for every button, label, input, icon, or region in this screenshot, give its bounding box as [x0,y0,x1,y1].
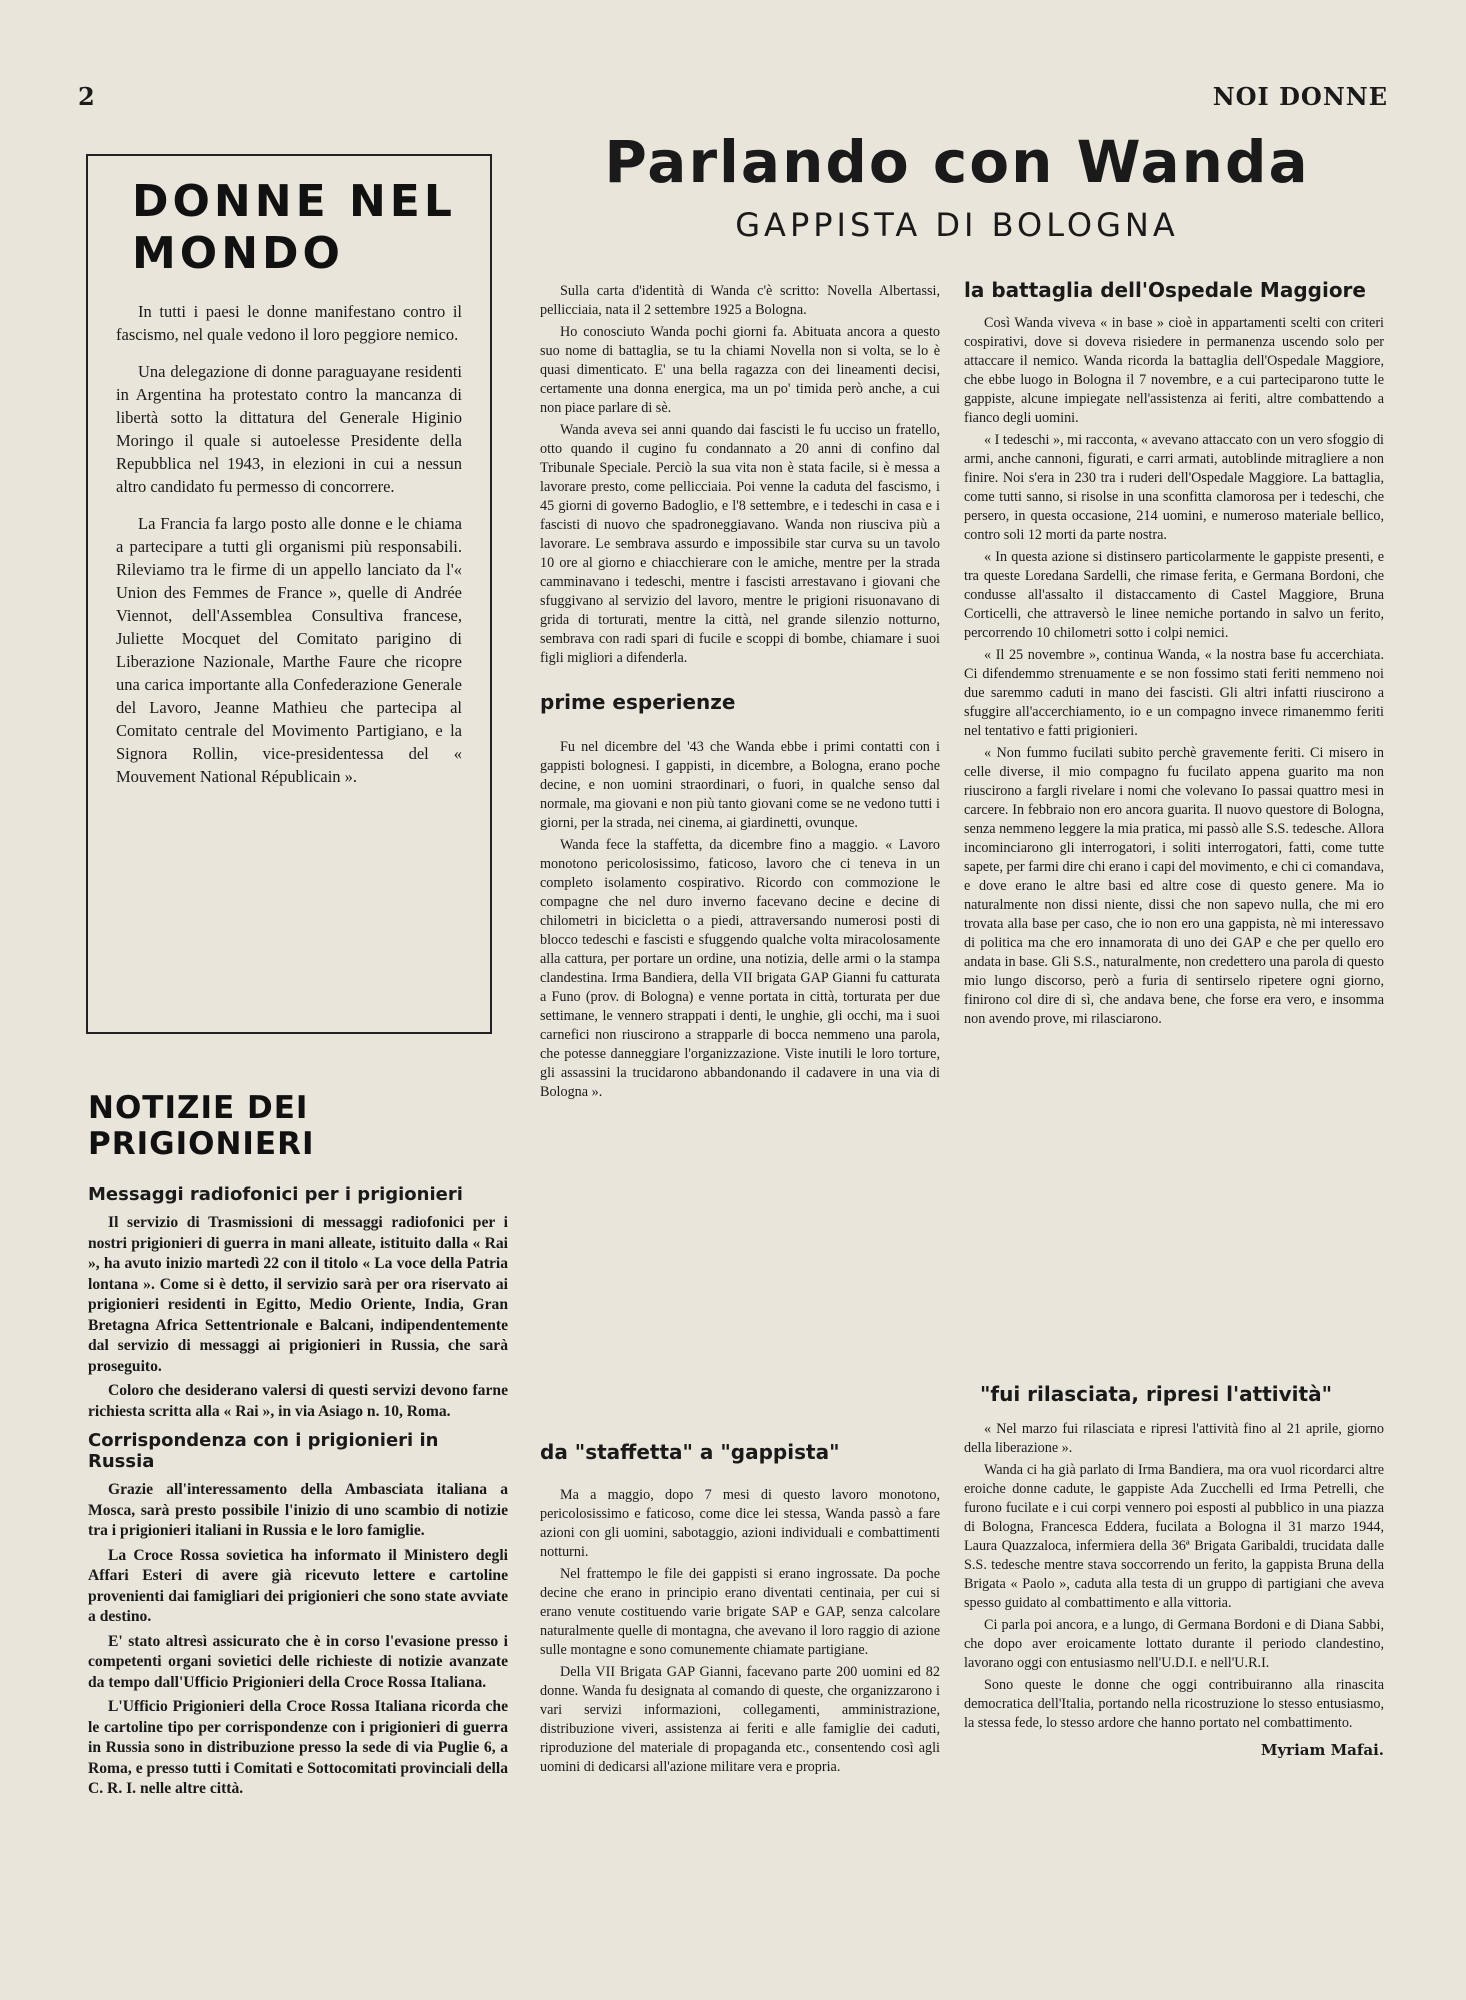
article-paragraph: « Non fummo fucilati subito perchè gravemente feriti. Ci misero in celle diverse, il mio compagno fu fucilato appena guarito ma non riuscirono a fargli rivelare i nomi che volevano Io passai quattro mesi in carcere. In febbraio non ero ancora guarita. Il nuovo questore di Bologna, senza nemmeno leggere la mia pratica, mi passò alle S.S. tedesche. Allora incominciarono gli interrogatori, i soliti interrogatori, fatti, come tutte sapete, per farmi dire chi erano i capi del movimento, e chi ci comandava, e dove erano le altre basi ed altre cose di questo genere. Ma io naturalmente non dissi niente, dissi che non sapevo nulla, che mi ero trovata alla base per caso, che io non ero una gappista, nè mi interessavo di politica ma che ero innamorata di uno dei GAP e che per quello ero andata in base. Gli S.S., naturalmente, non credettero una parola di questo mio lungo discorso, però a furia di sentirselo ripetere ogni giorno, finirono col dire di sì, che andava bene, che forse era vero, e insomma non avendo prove, mi rilasciarono. [964,745,1384,1027]
page-number: 2 [78,82,95,111]
rilasciata-heading: "fui rilasciata, ripresi l'attività" [980,1382,1332,1406]
article-column-right [964,278,1384,1032]
article-subtitle: GAPPISTA DI BOLOGNA [735,206,1179,244]
masthead: NOI DONNE [1212,82,1388,111]
article-paragraph: Nel frattempo le file dei gappisti si erano ingrossate. Da poche decine che erano in principio erano diventati centinaia, per cui si erano venute costituendo varie brigate SAP e GAP, senza calcolare naturalmente quelle di montagna, che avevano il loro raggio di azione sulle montagne e sono comunemente chiamate partigiane. [540,1566,940,1658]
article-paragraph: Sono queste le donne che oggi contribuiranno alla rinascita democratica dell'Italia, portando nella ricostruzione lo stesso entusiasmo, la stessa fede, lo stesso ardore che hanno portato nel combattimento. [964,1677,1384,1731]
article-column-right-lower [964,1420,1384,1759]
sidebar-paragraph: La Francia fa largo posto alle donne e le chiama a partecipare a tutti gli organismi più responsabili. Rileviamo tra le firme di un appello lanciato da l'« Union des Femmes de France », quelle di Andrée Viennot, dell'Assemblea Consultiva francese, Juliette Mocquet del Comitato parigino di Liberazione Nazionale, Marthe Faure che ricopre una carica importante alla Confederazione Generale del Lavoro, Jeanne Mathieu che partecipa al Comitato centrale del Movimento Partigiano, e la Signora Rollin, vice-presidentessa del « Mouvement National Républicain ». [116,514,462,786]
article-paragraph: Sulla carta d'identità di Wanda c'è scritto: Novella Albertassi, pellicciaia, nata il 2 settembre 1925 a Bologna. [540,283,940,318]
prime-esperienze-heading: prime esperienze [540,690,736,714]
article-column-middle-lower [540,1486,940,1780]
article-paragraph: Wanda aveva sei anni quando dai fascisti le fu ucciso un fratello, otto quando il cugino fu condannato a 20 anni di confino dal Tribunale Speciale. Perciò la sua vita non è stata facile, si è messa a lavorare presto, come pellicciaia. Poi venne la caduta del fascismo, i 45 giorni di governo Badoglio, e l'8 settembre, e i tedeschi in casa e i fascisti di nuovo che spadroneggiavano. Wanda non riusciva più a lavorare. Le sembrava assurdo e impossibile star curva su un tavolo 10 ore al giorno e chiacchierare con le amiche, mentre per la strada camminavano i tedeschi, mentre i fascisti arrestavano i giovani che sfuggivano al servizio del lavoro, mentre le prigioni risuonavano di grida di torturati, mentre la città, nel grande silenzio notturno, sembrava con radi spari di fucile e scoppi di bombe, chiamare i suoi figli migliori a difenderla. [540,422,940,666]
rilasciata-heading-wrap [980,1382,1380,1406]
staffetta-heading-wrap [540,1440,940,1464]
article-paragraph: Ma a maggio, dopo 7 mesi di questo lavoro monotono, pericolosissimo e faticoso, come dice lei stessa, Wanda passò a fare azioni con gli uomini, sabotaggio, azioni individuali e combattimenti notturni. [540,1487,940,1560]
article-paragraph: Ho conosciuto Wanda pochi giorni fa. Abituata ancora a questo suo nome di battaglia, se tu la chiami Novella non si volta, se lo è quasi dimenticato. E' una bella ragazza con dei lineamenti decisi, certamente una donna energica, ma un po' timida però anche, a cui non piace parlare di sè. [540,324,940,416]
article-paragraph: « Nel marzo fui rilasciata e ripresi l'attività fino al 21 aprile, giorno della liberazione ». [964,1421,1384,1456]
russia-correspondence-heading: Corrispondenza con i prigionieri in Russia [88,1430,439,1472]
article-paragraph: Wanda ci ha già parlato di Irma Bandiera, ma ora vuol ricordarci altre eroiche donne cadute, le gappiste Ada Zucchelli ed Irma Petrelli, che furono fucilate e i cui corpi vennero poi esposti al pubblico in una piazza di Bologna, Francesca Eddera, fucilata a Bologna il 31 marzo 1944, Laura Quazzaloca, infermiera della 36ª Brigata Garibaldi, trucidata dalle S.S. tedesche mentre stava soccorrendo un ferito, la gappista Bruna della Brigata « Paolo », caduta alla testa di un gruppo di partigiani che aveva spesso guidato al combattimento e alla vittoria. [964,1462,1384,1611]
donne-nel-mondo-title: DONNE NEL MONDO [132,176,456,279]
sidebar-paragraph: Una delegazione di donne paraguayane residenti in Argentina ha protestato contro la mancanza di libertà sotto la dittatura del Generale Higinio Moringo il quale si autoelesse Presidente della Repubblica nel 1943, in elezioni in cui a nessun altro candidato fu permesso di concorrere. [116,362,462,496]
prisoners-paragraph: E' stato altresì assicurato che è in corso l'evasione presso i competenti organi sovietici delle richieste di notizie avanzate da tempo dall'Ufficio Prigionieri della Croce Rossa Italiana. [88,1632,508,1691]
prisoners-paragraph: Il servizio di Trasmissioni di messaggi radiofonici per i nostri prigionieri di guerra in mani alleate, istituito dalla « Rai », ha avuto inizio martedì 22 con il titolo « La voce della Patria lontana ». Come si è detto, il servizio sarà per ora riservato ai prigionieri residenti in Egitto, Medio Oriente, India, Gran Bretagna Africa Settentrionale e Balcani, indipendentemente dal servizio di messaggi ai prigionieri in Russia, che sarà proseguito. [88,1214,508,1375]
article-paragraph: Ci parla poi ancora, e a lungo, di Germana Bordoni e di Diana Sabbi, che dopo aver eroicamente lottato durante il periodo clandestino, lavorano oggi con entusiasmo nell'U.D.I. e nell'U.R.I. [964,1617,1384,1671]
article-title: Parlando con Wanda [604,128,1310,196]
staffetta-heading: da "staffetta" a "gappista" [540,1440,840,1464]
battaglia-heading: la battaglia dell'Ospedale Maggiore [964,278,1366,302]
prisoners-paragraph: Grazie all'interessamento della Ambasciata italiana a Mosca, sarà presto possibile l'inizio di uno scambio di notizie tra i prigionieri italiani in Russia e le loro famiglie. [88,1481,508,1539]
prisoners-title: NOTIZIE DEI PRIGIONIERI [88,1090,315,1162]
article-paragraph: « In questa azione si distinsero particolarmente le gappiste presenti, e tra queste Loredana Sardelli, che rimase ferita, e Germana Bordoni, che condusse all'assalto il distaccamento di Castel Maggiore, Bruna Corticelli, che attraversò le linee nemiche portando in salvo un ferito, percorrendo 10 chilometri sotto i colpi nemici. [964,549,1384,641]
article-paragraph: Della VII Brigata GAP Gianni, facevano parte 200 uomini ed 82 donne. Wanda fu designata al comando di queste, che organizzarono i vari servizi informazioni, collegamenti, amministrazione, distribuzione viveri, assistenza ai feriti e alle famiglie dei caduti, riproduzione del materiale di propaganda etc., consentendo così agli uomini di dedicarsi all'azione militare vera e propria. [540,1664,940,1775]
article-paragraph: Così Wanda viveva « in base » cioè in appartamenti scelti con criteri cospirativi, dove si doveva risiedere in permanenza uscendo solo per attaccare il nemico. Wanda ricorda la battaglia dell'Ospedale Maggiore, che ebbe luogo in Bologna il 7 novembre, e a cui parteciparono tutte le gappiste, alcune impiegate nell'assistenza ai feriti, altre combattendo a fianco degli uomini. [964,315,1384,426]
prisoners-paragraph: La Croce Rossa sovietica ha informato il Ministero degli Affari Esteri di avere già ricevuto lettere e cartoline provenienti dai famigliari dei prigionieri che sono state avviate a destino. [88,1546,508,1625]
article-paragraph: « I tedeschi », mi racconta, « avevano attaccato con un vero sfoggio di armi, anche cannoni, figurati, e carri armati, autoblinde mitragliere a non finire. Noi s'era in 230 tra i ruderi dell'Ospedale Maggiore. La battaglia, come tutti sanno, si risolse in una sconfitta clamorosa per i tedeschi, che persero, in questa occasione, 214 uomini, e numeroso materiale bellico, contro soli 12 morti da parte nostra. [964,432,1384,543]
prisoners-paragraph: L'Ufficio Prigionieri della Croce Rossa Italiana ricorda che le cartoline tipo per corrispondenze con i prigionieri di guerra in Russia sono in distribuzione presso la sede di via Puglie 6, a Roma, e presso tutti i Comitati e Sottocomitati provinciali della C. R. I. nelle altre città. [88,1698,508,1797]
author-signature: Myriam Mafai. [1260,1741,1384,1759]
article-paragraph: « Il 25 novembre », continua Wanda, « la nostra base fu accerchiata. Ci difendemmo strenuamente e se non fossimo stati feriti nemmeno noi due saremmo caduti in mano dei fascisti. Gli altri infatti riuscirono a sfuggire all'accerchiamento, io e un compagno invece rimanemmo feriti nel tentativo e fatti prigionieri. [964,647,1384,739]
article-column-middle [540,282,940,1105]
article-paragraph: Fu nel dicembre del '43 che Wanda ebbe i primi contatti con i gappisti bolognesi. I gappisti, in dicembre, a Bologna, erano poche decine, e non uomini straordinari, o fuori, in qualche senso dal normale, ma giovani e non più tanto giovani come se ne vedono tutti i giorni, per la strada, nei cinema, ai giardinetti, ovunque. [540,739,940,831]
donne-nel-mondo-box [86,154,492,1034]
article-paragraph: Wanda fece la staffetta, da dicembre fino a maggio. « Lavoro monotono pericolosissimo, faticoso, lavoro che ci teneva in un completo isolamento cospirativo. Ricordo con commozione le compagne che nel duro inverno facevano decine e decine di chilometri in bicicletta o a piedi, attraversando numerosi posti di blocco tedeschi e fascisti e sfuggendo qualche volta miracolosamente alla cattura, per portare un ordine, una notizia, delle armi o la stampa clandestina. Irma Bandiera, della VII brigata GAP Gianni fu catturata a Funo (prov. di Bologna) e venne portata in città, torturata per due settimane, le vennero strappati i denti, le unghie, gli occhi, ma i suoi carnefici non riuscirono a strapparle di bocca nemmeno una parola, che potesse danneggiare l'organizzazione. Viste inutili le loro torture, gli assassini la trucidarono abbandonando il cadavere in una via di Bologna ». [540,837,940,1100]
sidebar-paragraph: In tutti i paesi le donne manifestano contro il fascismo, nel quale vedono il loro peggiore nemico. [116,302,462,344]
prisoners-paragraph: Coloro che desiderano valersi di questi servizi devono farne richiesta scritta alla « Rai », in via Asiago n. 10, Roma. [88,1382,508,1420]
prisoners-section [88,1090,508,1804]
radio-messages-heading: Messaggi radiofonici per i prigionieri [88,1184,463,1205]
